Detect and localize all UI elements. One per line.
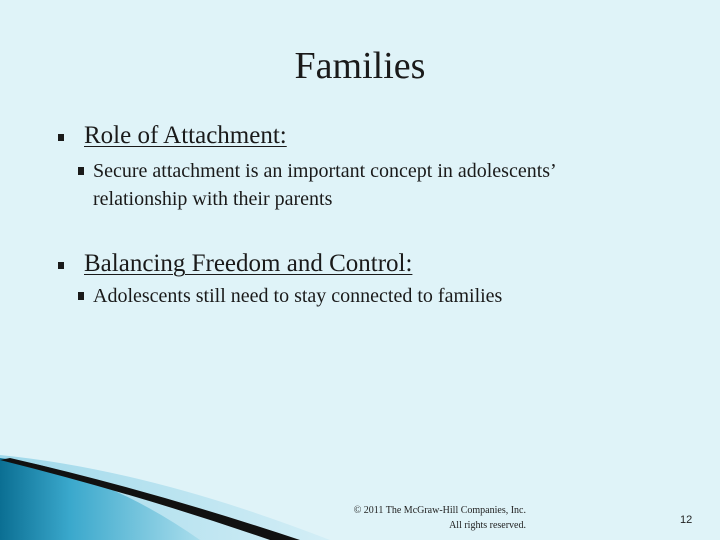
section-heading: Balancing Freedom and Control: xyxy=(84,250,413,277)
sub-bullet-text: Secure attachment is an important concept in adolescents’ relationship with their parents xyxy=(93,160,556,210)
bullet-balancing-freedom xyxy=(58,250,412,278)
square-bullet-icon xyxy=(58,134,64,141)
square-bullet-icon xyxy=(78,292,84,300)
section-heading: Role of Attachment: xyxy=(84,122,287,149)
square-bullet-icon xyxy=(78,167,84,175)
sub-bullet-stay-connected xyxy=(78,282,653,310)
copyright-line: © 2011 The McGraw-Hill Companies, Inc. xyxy=(353,505,526,516)
page-number: 12 xyxy=(680,514,693,526)
slide-title: Families xyxy=(294,45,426,87)
bullet-role-of-attachment xyxy=(58,122,287,150)
rights-line: All rights reserved. xyxy=(449,520,526,531)
copyright-footer xyxy=(300,503,526,533)
sub-bullet-secure-attachment xyxy=(78,157,653,213)
sub-bullet-text: Adolescents still need to stay connected to families xyxy=(93,285,503,307)
square-bullet-icon xyxy=(58,262,64,269)
